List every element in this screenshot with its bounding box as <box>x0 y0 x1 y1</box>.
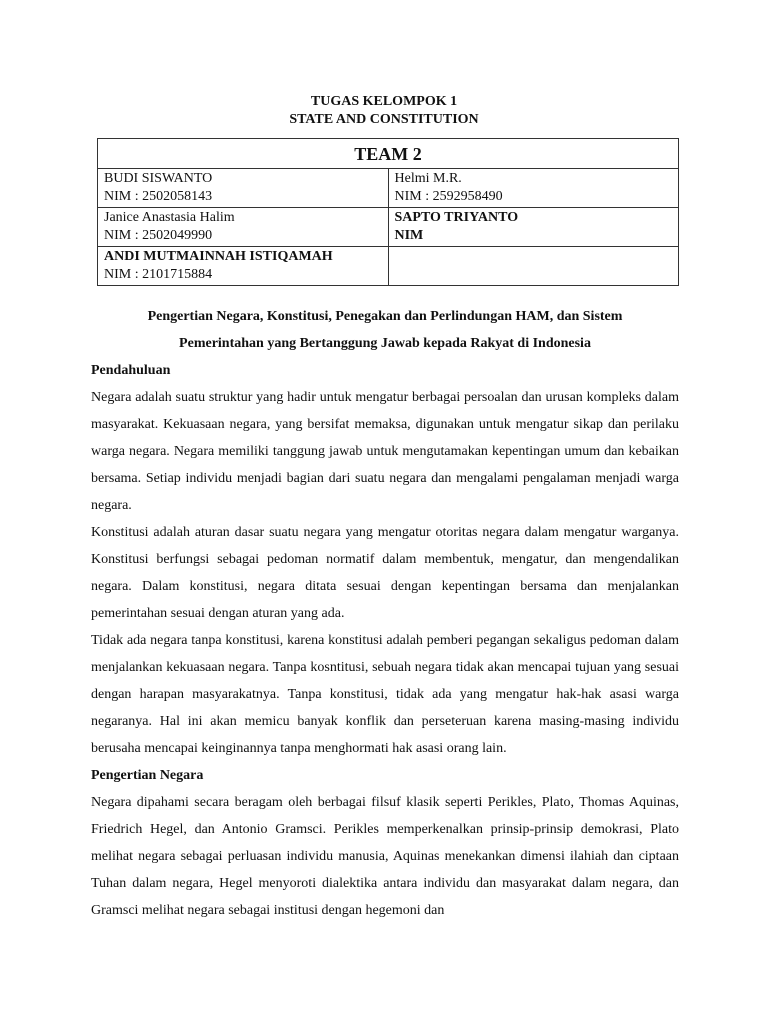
member-name: SAPTO TRIYANTO <box>394 210 519 225</box>
assignment-title: TUGAS KELOMPOK 1 <box>310 94 458 109</box>
paper-title <box>91 303 679 357</box>
member-name: Janice Anastasia Halim <box>104 210 235 225</box>
team-table <box>97 138 679 286</box>
member-cell <box>98 169 389 208</box>
member-name: ANDI MUTMAINNAH ISTIQAMAH <box>104 249 333 264</box>
member-cell <box>388 169 679 208</box>
paragraph: Konstitusi adalah aturan dasar suatu negara yang mengatur otoritas negara dalam mengatur warganya. Konstitusi berfungsi sebagai pedoman normatif dalam membentuk, mengatur, dan mengendalikan negara. Dalam konstitusi, negara ditata sesuai dengan kepentingan bersama dan menjalankan pemerintahan sesuai dengan aturan yang ada. <box>91 525 679 621</box>
member-name: Helmi M.R. <box>394 171 462 186</box>
member-nim: NIM : 2101715884 <box>104 267 213 282</box>
section-heading: Pengertian Negara <box>91 768 204 783</box>
document-body <box>91 303 679 924</box>
assignment-header <box>0 93 768 129</box>
empty-cell <box>388 247 679 286</box>
paragraph: Tidak ada negara tanpa konstitusi, karena konstitusi adalah pemberi pegangan sekaligus pedoman dalam menjalankan kekuasaan negara. Tanpa kosntitusi, sebuah negara tidak akan mencapai tujuan yang sesuai dengan harapan masyarakatnya. Tanpa konstitusi, tidak ada yang mengatur hak-hak asasi warga negaranya. Hal ini akan memicu banyak konflik dan perseteruan karena masing-masing individu berusaha mencapai keinginannya tanpa menghormati hak asasi orang lain. <box>91 633 679 756</box>
section-heading: Pendahuluan <box>91 363 171 378</box>
member-cell <box>98 247 389 286</box>
member-nim: NIM : 2592958490 <box>394 189 503 204</box>
member-nim: NIM <box>394 228 424 243</box>
paragraph: Negara adalah suatu struktur yang hadir untuk mengatur berbagai persoalan dan urusan kompleks dalam masyarakat. Kekuasaan negara, yang bersifat memaksa, digunakan untuk mengatur sikap dan perilaku warga negara. Negara memiliki tanggung jawab untuk mengutamakan kepentingan umum dan kebaikan bersama. Setiap individu menjadi bagian dari suatu negara dan mengalami pengalaman menjadi warga negara. <box>91 390 679 513</box>
paragraph: Negara dipahami secara beragam oleh berbagai filsuf klasik seperti Perikles, Plato, Thomas Aquinas, Friedrich Hegel, dan Antonio Gramsci. Perikles memperkenalkan prinsip-prinsip demokrasi, Plato melihat negara sebagai perluasan individu manusia, Aquinas menekankan dimensi ilahiah dan ciptaan Tuhan dalam negara, Hegel menyoroti dialektika antara individu dan masyarakat dalam negara, dan Gramsci melihat negara sebagai institusi dengan hegemoni dan <box>91 795 679 918</box>
team-title: TEAM 2 <box>98 139 679 169</box>
member-cell <box>98 208 389 247</box>
paper-title-line: Pengertian Negara, Konstitusi, Penegakan dan Perlindungan HAM, dan Sistem <box>147 309 623 324</box>
member-cell <box>388 208 679 247</box>
member-nim: NIM : 2502058143 <box>104 189 213 204</box>
member-name: BUDI SISWANTO <box>104 171 213 186</box>
assignment-subtitle: STATE AND CONSTITUTION <box>289 112 479 127</box>
paper-title-line: Pemerintahan yang Bertanggung Jawab kepada Rakyat di Indonesia <box>179 336 591 351</box>
member-nim: NIM : 2502049990 <box>104 228 213 243</box>
